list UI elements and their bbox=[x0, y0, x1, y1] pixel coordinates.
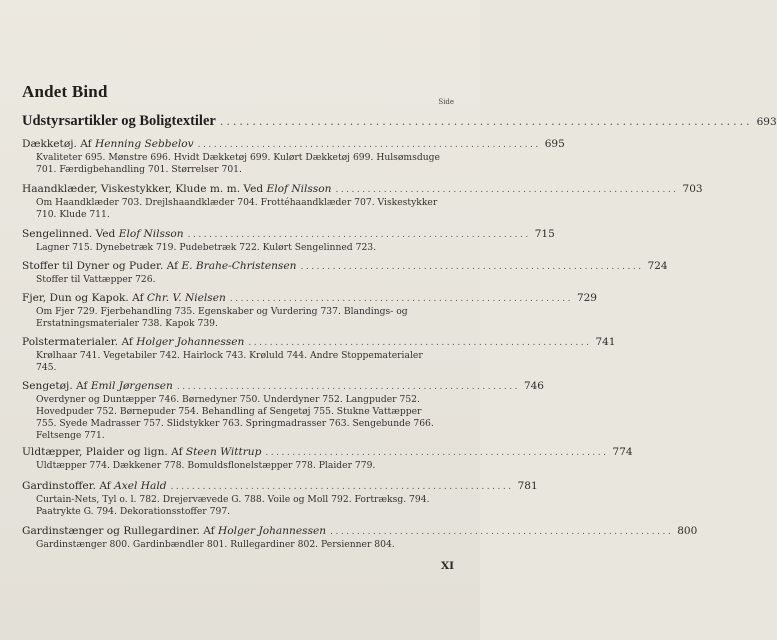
entry-author: Elof Nilsson bbox=[118, 228, 184, 240]
toc-entry bbox=[22, 380, 544, 442]
entry-title: Stoffer til Dyner og Puder. Af bbox=[22, 260, 179, 272]
entry-description: Lagner 715. Dynebetræk 719. Pudebetræk 722. Kulørt Sengelinned 723. bbox=[36, 242, 377, 253]
entry-title: Polstermaterialer. Af bbox=[22, 336, 133, 348]
dot-leader: .................................................................................. bbox=[219, 115, 753, 128]
dot-leader: ................................................................ bbox=[170, 482, 514, 492]
entry-page-number: 724 bbox=[647, 260, 668, 272]
toc-entry bbox=[22, 292, 597, 330]
section-title: Udstyrsartikler og Boligtextiler bbox=[22, 113, 216, 129]
entry-page-number: 695 bbox=[544, 138, 565, 150]
entry-description: Om Haandklæder 703. Drejlshaandklæder 704. Frottéhaandklæder 707. Viskestykker 710. Klude 711. bbox=[36, 197, 438, 220]
entry-title: Gardinstænger og Rullegardiner. Af bbox=[22, 525, 215, 537]
entry-description: Krølhaar 741. Vegetabiler 742. Hairlock 743. Krøluld 744. Andre Stoppematerialer 745. bbox=[36, 350, 423, 373]
entry-description: Kvaliteter 695. Mønstre 696. Hvidt Dækketøj 699. Kulørt Dækketøj 699. Hulsømsduge 701. Færdigbehandling 701. Størrelser 701. bbox=[36, 152, 440, 175]
entry-author: E. Brahe-Christensen bbox=[181, 260, 297, 272]
dot-leader: ................................................................ bbox=[300, 262, 644, 272]
toc-entry bbox=[22, 260, 668, 286]
entry-description: Uldtæpper 774. Dækkener 778. Bomuldsflonelstæpper 778. Plaider 779. bbox=[36, 460, 376, 471]
entry-page-number: 781 bbox=[517, 480, 538, 492]
entry-title: Dækketøj. Af bbox=[22, 138, 92, 150]
dot-leader: ................................................................ bbox=[248, 338, 592, 348]
entry-description: Om Fjer 729. Fjerbehandling 735. Egenskaber og Vurdering 737. Blandings- og Erstatningsmaterialer 738. Kapok 739. bbox=[36, 306, 408, 329]
entry-title: Gardinstoffer. Af bbox=[22, 480, 111, 492]
entry-page-number: 774 bbox=[612, 446, 633, 458]
page-number: XI bbox=[440, 560, 454, 572]
entry-description: Gardinstænger 800. Gardinbændler 801. Rullegardiner 802. Persienner 804. bbox=[36, 539, 395, 550]
dot-leader: ................................................................ bbox=[265, 448, 609, 458]
entry-author: Axel Hald bbox=[114, 480, 167, 492]
entry-author: Henning Sebbelov bbox=[94, 138, 194, 150]
entry-author: Emil Jørgensen bbox=[90, 380, 173, 392]
dot-leader: ................................................................ bbox=[187, 230, 531, 240]
entry-title: Sengetøj. Af bbox=[22, 380, 88, 392]
entry-title: Uldtæpper, Plaider og lign. Af bbox=[22, 446, 183, 458]
entry-title: Haandklæder, Viskestykker, Klude m. m. Ved bbox=[22, 183, 264, 195]
entry-page-number: 729 bbox=[576, 292, 597, 304]
entry-author: Elof Nilsson bbox=[266, 183, 332, 195]
dot-leader: ................................................................ bbox=[197, 140, 541, 150]
volume-title: Andet Bind bbox=[22, 82, 108, 101]
toc-entry bbox=[22, 525, 698, 551]
entry-author: Steen Wittrup bbox=[185, 446, 262, 458]
entry-description: Curtain-Nets, Tyl o. l. 782. Drejervævede G. 788. Voile og Moll 792. Fortræksg. 794. Paatrykte G. 794. Dekorationsstoffer 797. bbox=[36, 494, 430, 517]
entry-author: Chr. V. Nielsen bbox=[146, 292, 226, 304]
entry-author: Holger Johannessen bbox=[217, 525, 327, 537]
toc-entry bbox=[22, 336, 616, 374]
section-page-number: 693 bbox=[756, 116, 777, 128]
toc-entry bbox=[22, 138, 565, 176]
toc-entry bbox=[22, 446, 633, 472]
entry-page-number: 703 bbox=[682, 183, 703, 195]
entry-page-number: 741 bbox=[595, 336, 616, 348]
toc-entry bbox=[22, 228, 555, 254]
toc-entry bbox=[22, 480, 538, 518]
toc-entry bbox=[22, 183, 703, 221]
side-column-label: Side bbox=[438, 98, 454, 106]
entry-description: Overdyner og Duntæpper 746. Børnedyner 750. Underdyner 752. Langpuder 752. Hovedpuder 752. Børnepuder 754. Behandling af Sengetøj 755. Stukne Vattæpper 755. Syede Madrasser 757. Slidstykker 763. Springmadrasser 763. Sengebunde 766. Feltsenge 771. bbox=[36, 394, 434, 441]
entry-page-number: 800 bbox=[677, 525, 698, 537]
dot-leader: ................................................................ bbox=[335, 185, 679, 195]
entry-description: Stoffer til Vattæpper 726. bbox=[36, 274, 156, 285]
dot-leader: ................................................................ bbox=[176, 382, 520, 392]
dot-leader: ................................................................ bbox=[330, 527, 674, 537]
entry-title: Sengelinned. Ved bbox=[22, 228, 116, 240]
section-heading bbox=[22, 113, 777, 130]
entry-title: Fjer, Dun og Kapok. Af bbox=[22, 292, 144, 304]
entry-author: Holger Johannessen bbox=[136, 336, 245, 348]
entry-page-number: 715 bbox=[534, 228, 555, 240]
dot-leader: ................................................................ bbox=[229, 294, 573, 304]
entry-page-number: 746 bbox=[523, 380, 544, 392]
